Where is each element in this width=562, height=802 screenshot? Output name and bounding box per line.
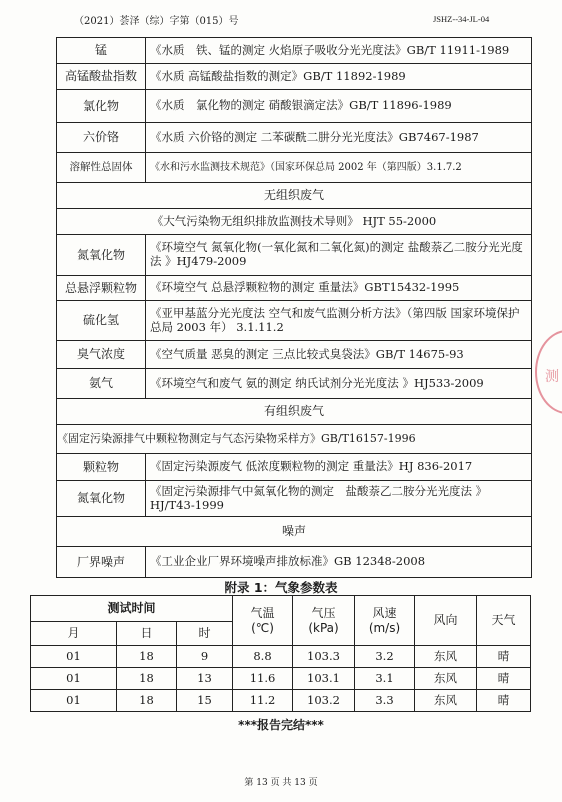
- day-cell: 18: [117, 668, 177, 690]
- month-cell: 01: [31, 690, 117, 712]
- wind-speed-label: 风速: [372, 606, 397, 621]
- table-row: [31, 690, 531, 712]
- temperature-cell: 8.8: [233, 646, 293, 668]
- item-cell: 臭气浓度: [57, 341, 146, 369]
- table-row: [57, 64, 532, 90]
- table-row: [57, 425, 532, 454]
- section-heading-noise: 噪声: [57, 517, 532, 547]
- method-cell: 《环境空气 总悬浮颗粒物的测定 重量法》GBT15432-1995: [146, 276, 532, 301]
- item-cell: 氯化物: [57, 90, 146, 123]
- method-cell: 《固定污染源排气中颗粒物测定与气态污染物采样方》GB/T16157-1996: [57, 425, 532, 454]
- method-cell: 《水质 六价铬的测定 二苯碳酰二肼分光光度法》GB7467-1987: [146, 123, 532, 153]
- section-heading-unorganized: 无组织废气: [57, 183, 532, 209]
- table-row: [57, 123, 532, 153]
- table-row: [57, 454, 532, 481]
- report-end-text: ***报告完结***: [238, 718, 324, 732]
- table-row: [57, 341, 532, 369]
- wind-speed-cell: 3.3: [355, 690, 415, 712]
- section-heading-organized: 有组织废气: [57, 399, 532, 425]
- pressure-cell: 103.1: [293, 668, 355, 690]
- temperature-header: [233, 596, 293, 646]
- section-row: [57, 183, 532, 209]
- weather-cell: 晴: [477, 668, 531, 690]
- method-cell: 《环境空气和废气 氨的测定 纳氏试剂分光光度法 》HJ533-2009: [146, 369, 532, 399]
- document-code: JSHZ--34-JL-04: [433, 14, 490, 24]
- wind-speed-cell: 3.2: [355, 646, 415, 668]
- method-cell: 《大气污染物无组织排放监测技术导则》 HJT 55-2000: [57, 209, 532, 235]
- pressure-cell: 103.3: [293, 646, 355, 668]
- pressure-header: [293, 596, 355, 646]
- pressure-label: 气压: [311, 606, 336, 621]
- report-number: （2021）荟泽（综）字第（015）号: [74, 16, 239, 27]
- section-row: [57, 517, 532, 547]
- section-row: [57, 399, 532, 425]
- weather-header: 天气: [477, 596, 531, 646]
- day-cell: 18: [117, 690, 177, 712]
- standards-table: [56, 37, 532, 578]
- month-header: 月: [31, 622, 117, 646]
- hour-header: 时: [177, 622, 233, 646]
- page-number: 第 13 页 共 13 页: [244, 778, 318, 788]
- table-row: [57, 481, 532, 517]
- table-row: [57, 209, 532, 235]
- item-cell: 溶解性总固体: [57, 153, 146, 183]
- method-cell: 《固定污染源废气 低浓度颗粒物的测定 重量法》HJ 836-2017: [146, 454, 532, 481]
- table-row: [31, 668, 531, 690]
- method-cell: 《空气质量 恶臭的测定 三点比较式臭袋法》GB/T 14675-93: [146, 341, 532, 369]
- meteorological-table: [30, 595, 531, 712]
- item-cell: 锰: [57, 38, 146, 64]
- table-row: [57, 38, 532, 64]
- item-cell: 厂界噪声: [57, 547, 146, 578]
- item-cell: 氮氧化物: [57, 235, 146, 276]
- wind-direction-cell: 东风: [415, 668, 477, 690]
- temperature-cell: 11.2: [233, 690, 293, 712]
- table-row: [31, 646, 531, 668]
- item-cell: 硫化氢: [57, 301, 146, 341]
- temperature-unit: (℃): [251, 620, 274, 635]
- method-cell: 《水质 高锰酸盐指数的测定》GB/T 11892-1989: [146, 64, 532, 90]
- pressure-unit: (kPa): [308, 620, 339, 635]
- wind-speed-header: [355, 596, 415, 646]
- method-cell: 《水和污水监测技术规范》（国家环保总局 2002 年（第四版）3.1.7.2: [146, 153, 532, 183]
- weather-cell: 晴: [477, 646, 531, 668]
- item-cell: 氨气: [57, 369, 146, 399]
- table-row: [57, 301, 532, 341]
- wind-direction-header: 风向: [415, 596, 477, 646]
- table-row: [57, 276, 532, 301]
- wind-speed-cell: 3.1: [355, 668, 415, 690]
- day-cell: 18: [117, 646, 177, 668]
- method-cell: 《水质 铁、锰的测定 火焰原子吸收分光光度法》GB/T 11911-1989: [146, 38, 532, 64]
- table-row: [57, 90, 532, 123]
- method-cell: 《环境空气 氮氧化物(一氧化氮和二氧化氮)的测定 盐酸萘乙二胺分光光度法 》HJ479-2009: [146, 235, 532, 276]
- method-cell: 《固定污染源排气中氮氧化物的测定 盐酸萘乙二胺分光光度法 》HJ/T43-1999: [146, 481, 532, 517]
- item-cell: 总悬浮颗粒物: [57, 276, 146, 301]
- table-row: [57, 369, 532, 399]
- temperature-cell: 11.6: [233, 668, 293, 690]
- method-cell: 《水质 氯化物的测定 硝酸银滴定法》GB/T 11896-1989: [146, 90, 532, 123]
- hour-cell: 15: [177, 690, 233, 712]
- appendix-title: 附录 1：气象参数表: [224, 580, 338, 595]
- month-cell: 01: [31, 668, 117, 690]
- weather-cell: 晴: [477, 690, 531, 712]
- table-row: [57, 153, 532, 183]
- item-cell: 高锰酸盐指数: [57, 64, 146, 90]
- method-cell: 《亚甲基蓝分光光度法 空气和废气监测分析方法》（第四版 国家环境保护总局 2003 年） 3.1.11.2: [146, 301, 532, 341]
- item-cell: 氮氧化物: [57, 481, 146, 517]
- day-header: 日: [117, 622, 177, 646]
- seal-stamp: 测: [535, 330, 562, 414]
- item-cell: 颗粒物: [57, 454, 146, 481]
- temperature-label: 气温: [250, 606, 275, 621]
- hour-cell: 9: [177, 646, 233, 668]
- hour-cell: 13: [177, 668, 233, 690]
- header-row: [31, 596, 531, 622]
- pressure-cell: 103.2: [293, 690, 355, 712]
- wind-speed-unit: (m/s): [368, 620, 401, 635]
- method-cell: 《工业企业厂界环境噪声排放标准》GB 12348-2008: [146, 547, 532, 578]
- test-time-header: 测试时间: [31, 596, 233, 622]
- month-cell: 01: [31, 646, 117, 668]
- wind-direction-cell: 东风: [415, 690, 477, 712]
- item-cell: 六价铬: [57, 123, 146, 153]
- wind-direction-cell: 东风: [415, 646, 477, 668]
- table-row: [57, 547, 532, 578]
- table-row: [57, 235, 532, 276]
